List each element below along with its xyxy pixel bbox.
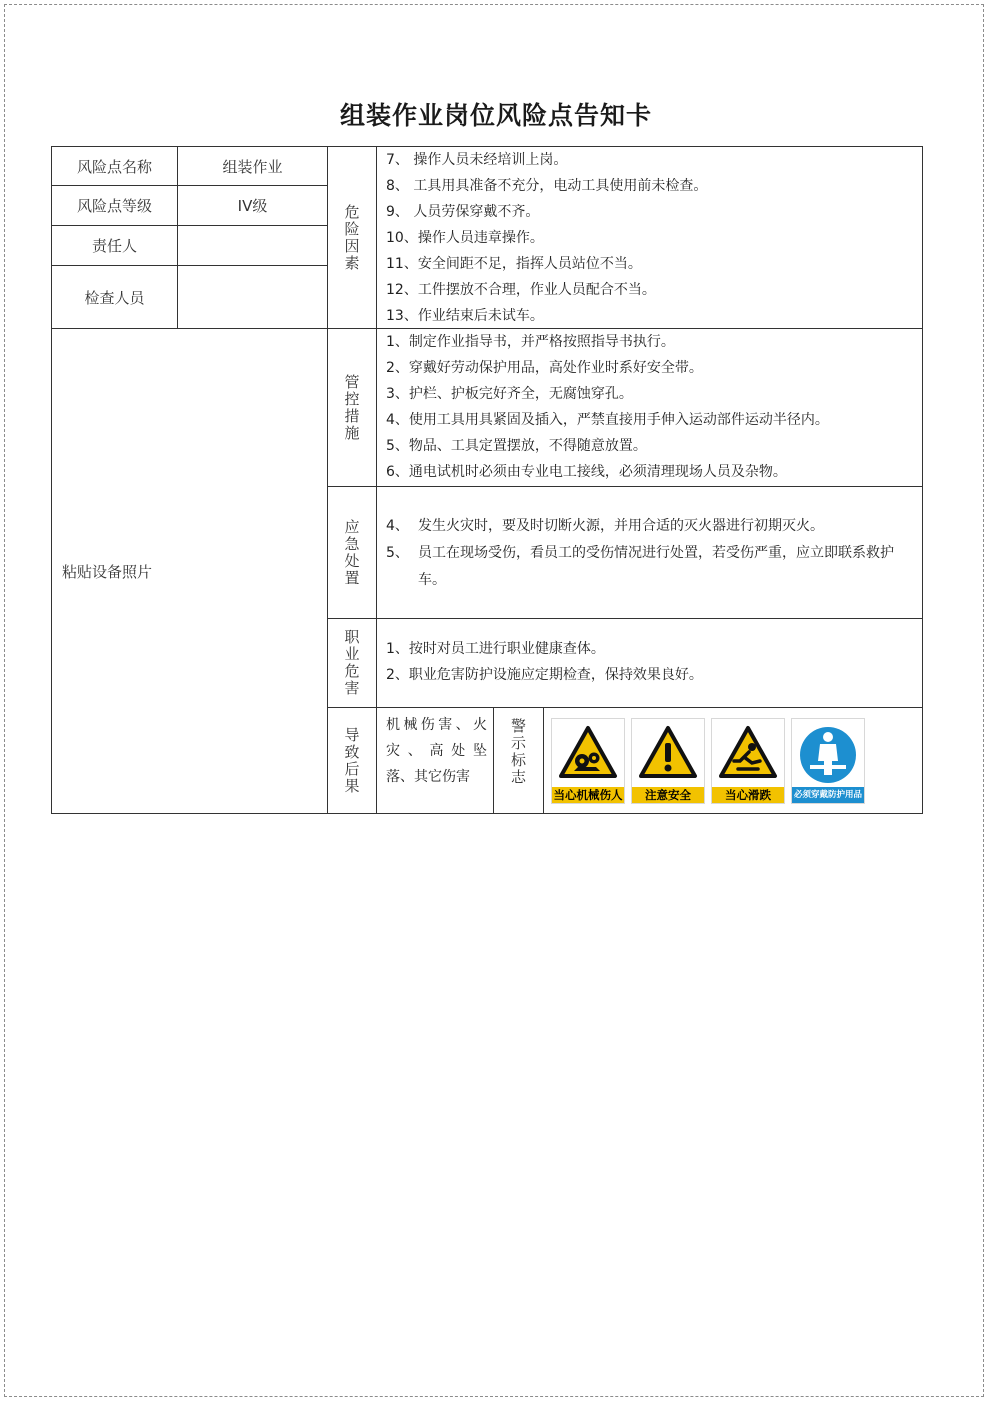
page-title: 组装作业岗位风险点告知卡: [339, 101, 652, 130]
control-item: 5、物品、工具定置摆放，不得随意放置。: [386, 438, 647, 454]
consequences-line: 落、其它伤害: [386, 769, 470, 785]
hazard-item: 13、作业结束后未试车。: [386, 308, 544, 324]
occupational-label-cell: [327, 618, 377, 708]
responsible-label: 责任人: [51, 225, 178, 266]
control-item: 3、护栏、护板完好齐全，无腐蚀穿孔。: [386, 386, 633, 402]
emergency-item-text: 发生火灾时，要及时切断火源，并用合适的灭火器进行初期灭火。: [418, 518, 824, 534]
risk-name-label: 风险点名称: [51, 146, 178, 186]
warning-sign-caption: 当心滑跌: [712, 787, 784, 803]
occupational-list: [376, 618, 923, 708]
hazard-item: 11、安全间距不足，指挥人员站位不当。: [386, 256, 642, 272]
inspector-label: 检查人员: [51, 265, 178, 329]
control-item: 6、通电试机时必须由专业电工接线，必须清理现场人员及杂物。: [386, 464, 787, 480]
hazard-item: 10、操作人员违章操作。: [386, 230, 544, 246]
control-item: 1、制定作业指导书，并严格按照指导书执行。: [386, 334, 675, 350]
gear-hand-icon: [558, 725, 618, 781]
emergency-label-cell: [327, 486, 377, 619]
hazards-label: 危险因素: [344, 202, 360, 272]
control-item: 2、穿戴好劳动保护用品，高处作业时系好安全带。: [386, 360, 703, 376]
emergency-label: 应急处置: [344, 517, 360, 587]
hazard-item: 8、 工具用具准备不充分，电动工具使用前未检查。: [386, 178, 708, 194]
emergency-item-number: 4、: [386, 518, 409, 534]
warning-sign-mechanical: [551, 718, 625, 804]
control-item: 4、使用工具用具紧固及插入，严禁直接用手伸入运动部件运动半径内。: [386, 412, 829, 428]
controls-label-cell: [327, 328, 377, 487]
equipment-photo-area: [51, 328, 328, 814]
consequences-line: 机械伤害、火: [386, 717, 487, 733]
emergency-list: [376, 486, 923, 619]
occupational-item: 1、按时对员工进行职业健康查体。: [386, 641, 605, 657]
hazard-item: 12、工件摆放不合理，作业人员配合不当。: [386, 282, 656, 298]
warning-signs: [543, 707, 923, 814]
occupational-item: 2、职业危害防护设施应定期检查，保持效果良好。: [386, 667, 703, 683]
occupational-label: 职业危害: [344, 628, 360, 697]
emergency-item: [386, 540, 916, 594]
warning-sign-caution: [631, 718, 705, 804]
hazards-label-cell: [327, 146, 377, 329]
emergency-item-number: 5、: [386, 545, 409, 561]
responsible-value: [177, 225, 328, 266]
warning-sign-slip: [711, 718, 785, 804]
controls-label: 管控措施: [344, 372, 360, 442]
hazard-item: 9、 人员劳保穿戴不齐。: [386, 204, 540, 220]
emergency-item-text: 员工在现场受伤，看员工的受伤情况进行处置，若受伤严重，应立即联系救护车。: [418, 545, 894, 588]
hazards-list: [376, 146, 923, 329]
hazard-item: 7、 操作人员未经培训上岗。: [386, 152, 568, 168]
inspector-value: [177, 265, 328, 329]
consequences-label: 导致后果: [344, 725, 360, 795]
exclamation-icon: [638, 725, 698, 781]
mandatory-sign-protective: [791, 718, 865, 804]
risk-level-value: IV级: [177, 185, 328, 226]
warning-sign-caption: 必须穿戴防护用品: [792, 787, 864, 803]
risk-name-value: 组装作业: [177, 146, 328, 186]
consequences-line: 灾、高处坠: [386, 743, 487, 759]
emergency-item: [386, 513, 916, 540]
warning-sign-caption: 注意安全: [632, 787, 704, 803]
photo-label: 粘贴设备照片: [62, 562, 153, 581]
warning-label: 警示标志: [510, 717, 526, 786]
warning-label-cell: [493, 707, 544, 814]
warning-sign-caption: 当心机械伤人: [553, 787, 623, 802]
consequences-label-cell: [327, 707, 377, 814]
slip-icon: [718, 725, 778, 781]
risk-level-label: 风险点等级: [51, 185, 178, 226]
controls-list: [376, 328, 923, 487]
protective-clothing-icon: [798, 725, 858, 785]
consequences-text: [376, 707, 494, 814]
